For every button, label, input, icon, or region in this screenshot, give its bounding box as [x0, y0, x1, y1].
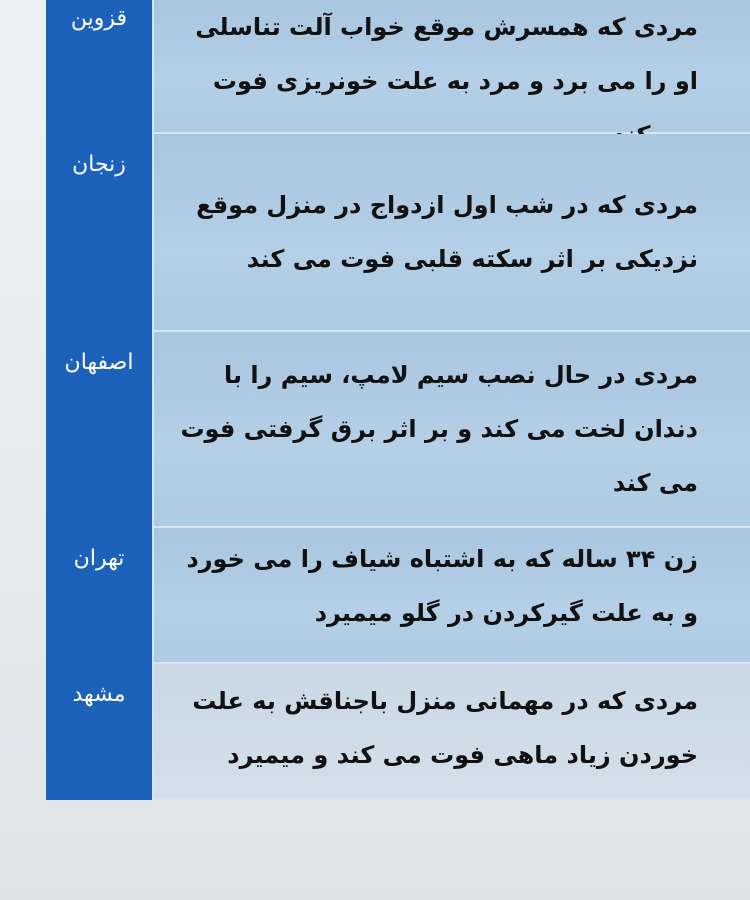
incident-text: مردی که در مهمانی منزل باجناقش به علت خوردن زیاد ماهی فوت می کند و میمیرد — [192, 687, 698, 769]
table-row — [46, 332, 750, 528]
table-row — [46, 528, 750, 664]
table-row — [46, 664, 750, 800]
city-label: تهران — [46, 528, 152, 664]
incident-description — [152, 664, 750, 800]
incident-text: مردی در حال نصب سیم لامپ، سیم را با دندان لخت می کند و بر اثر برق گرفتی فوت می کند — [180, 361, 698, 497]
incident-text: مردی که در شب اول ازدواج در منزل موقع نزدیکی بر اثر سکته قلبی فوت می کند — [196, 191, 698, 273]
table-row — [46, 134, 750, 332]
incident-description — [152, 134, 750, 332]
incidents-table — [46, 0, 750, 800]
incident-text: زن ۳۴ ساله که به اشتباه شیاف را می خورد و به علت گیرکردن در گلو میمیرد — [186, 545, 698, 627]
table-row — [46, 0, 750, 134]
city-label: قزوین — [46, 0, 152, 134]
city-label: زنجان — [46, 134, 152, 332]
incident-text: مردی که همسرش موقع خواب آلت تناسلی او را می برد و مرد به علت خونریزی فوت — [195, 13, 698, 95]
city-label: اصفهان — [46, 332, 152, 528]
incident-description — [152, 528, 750, 664]
incident-description — [152, 332, 750, 528]
incident-description — [152, 0, 750, 134]
city-label: مشهد — [46, 664, 152, 800]
